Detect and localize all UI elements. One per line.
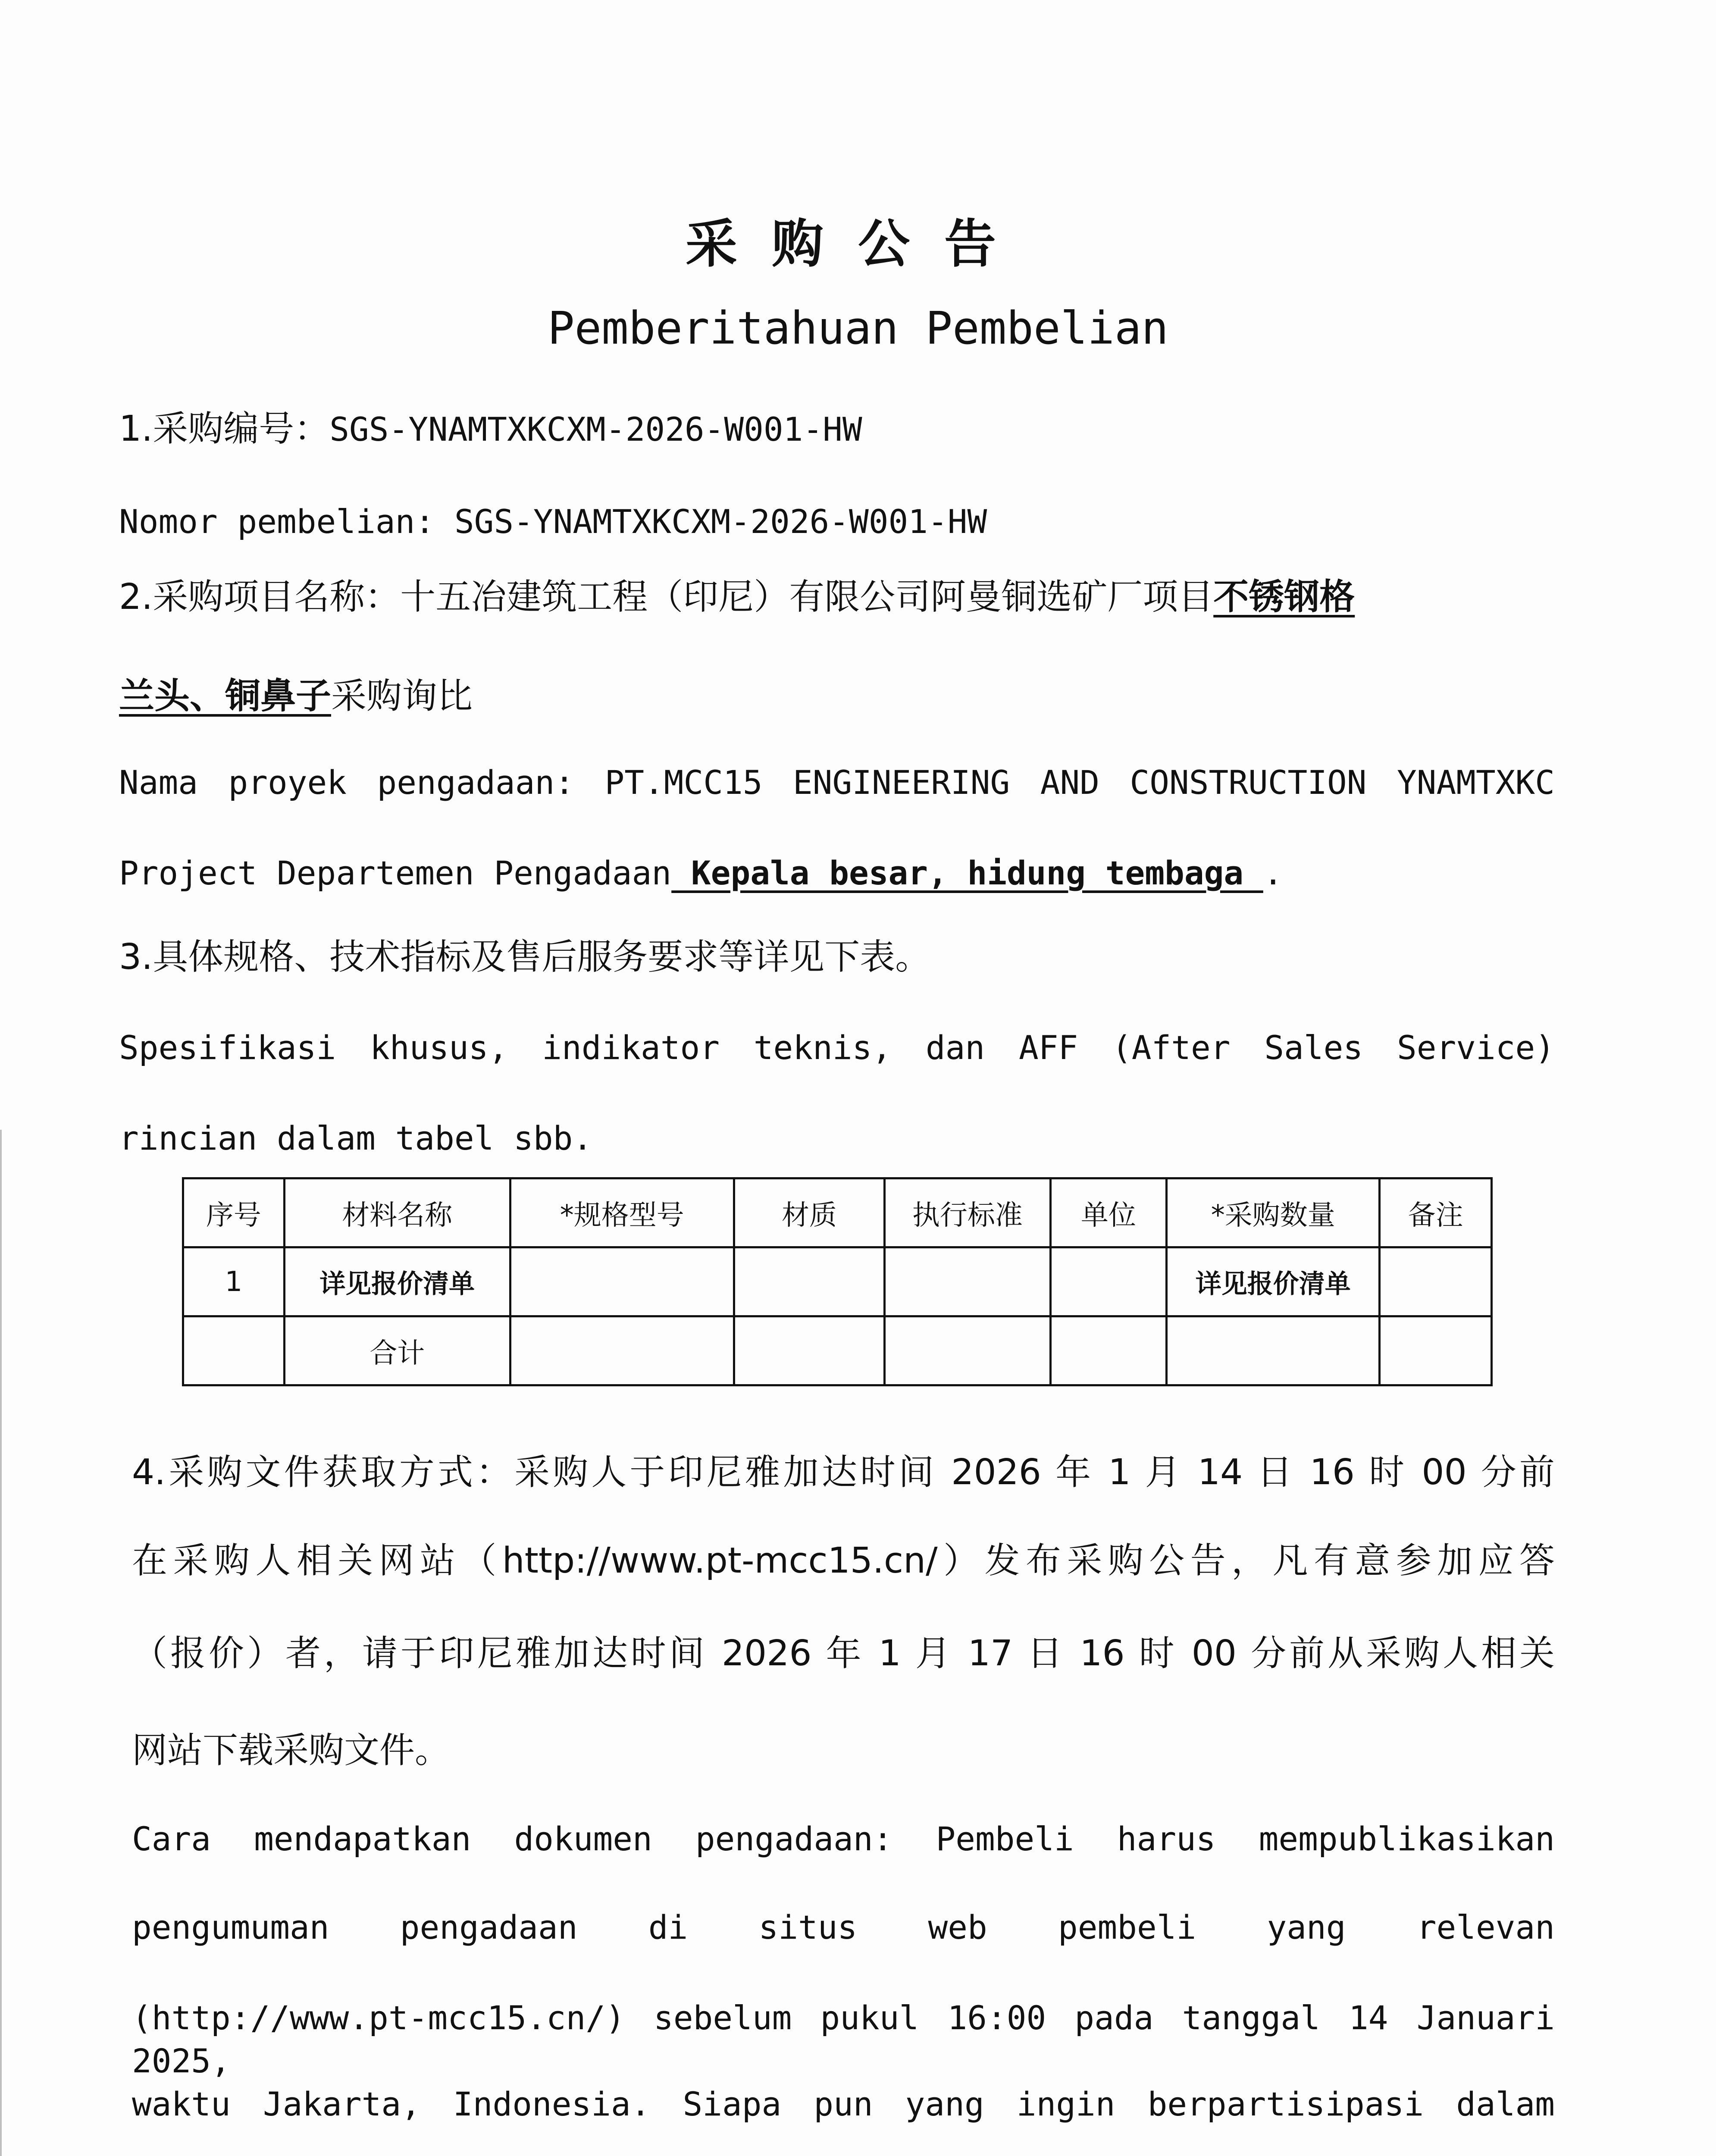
section2-cn-underline1: 不锈钢格 [1213, 577, 1355, 617]
section3-cn: 3.具体规格、技术指标及售后服务要求等详见下表。 [119, 937, 931, 978]
table-header: 备注 [1380, 1178, 1492, 1247]
section4-cn-line2: 在采购人相关网站（http://www.pt-mcc15.cn/）发布采购公告，凡有意参加应答 [132, 1540, 1555, 1581]
section4-cn-line4: 网站下载采购文件。 [132, 1730, 451, 1771]
table-cell: 1 [183, 1247, 285, 1316]
table-header: 单位 [1050, 1178, 1167, 1247]
section1-cn-label: 1.采购编号： [119, 408, 330, 449]
section3-id-line1: Spesifikasi khusus, indikator teknis, dan AFF (After Sales Service) [119, 1028, 1555, 1067]
table-header: *规格型号 [510, 1178, 734, 1247]
section2-cn-underline2: 兰头、铜鼻子 [119, 676, 332, 717]
section1-id [119, 500, 1555, 543]
section2-cn-prefix: 2.采购项目名称：十五冶建筑工程（印尼）有限公司阿曼铜选矿厂项目 [119, 577, 1214, 617]
table-cell [885, 1247, 1050, 1316]
scan-edge [0, 1130, 2, 2156]
section2-id-prefix: Project Departemen Pengadaan [119, 854, 672, 892]
table-cell [734, 1316, 884, 1385]
table-cell [1050, 1316, 1167, 1385]
section1-code: SGS-YNAMTXKCXM-2026-W001-HW [329, 410, 862, 448]
table-cell [1380, 1316, 1492, 1385]
table-row [183, 1247, 1492, 1316]
section2-cn-suffix: 采购询比 [331, 676, 473, 717]
table-header: *采购数量 [1167, 1178, 1380, 1247]
table-row [183, 1316, 1492, 1385]
table-cell [1167, 1316, 1380, 1385]
section4-id-line4: waktu Jakarta, Indonesia. Siapa pun yang ingin berpartisipasi dalam [132, 2085, 1555, 2123]
section4-id-line3: (http://www.pt-mcc15.cn/) sebelum pukul 16:00 pada tanggal 14 Januari 2025, [132, 1999, 1555, 2080]
table-header: 序号 [183, 1178, 285, 1247]
table-header-row [183, 1178, 1492, 1247]
table-cell: 详见报价清单 [1167, 1247, 1380, 1316]
section2-id-underline: Kepala besar, hidung tembaga [671, 854, 1263, 892]
section3-id-line2: rincian dalam tabel sbb. [119, 1119, 593, 1157]
table-cell [1380, 1247, 1492, 1316]
section2-id-suffix: . [1263, 854, 1283, 892]
section2-cn-line2 [119, 675, 1555, 718]
section1-id-label: Nomor pembelian: [119, 502, 454, 541]
section2-id-line2 [119, 852, 1555, 895]
table-header: 执行标准 [885, 1178, 1050, 1247]
title-indonesian: Pemberitahuan Pembelian [547, 302, 1169, 354]
section1-id-code: SGS-YNAMTXKCXM-2026-W001-HW [454, 502, 987, 541]
section4-id-line2: pengumuman pengadaan di situs web pembeli yang relevan [132, 1908, 1555, 1946]
section4-cn-line3: （报价）者，请于印尼雅加达时间 2026 年 1 月 17 日 16 时 00 分前从采购人相关 [132, 1633, 1555, 1674]
section2-cn-line1 [119, 576, 1555, 619]
table-cell [510, 1316, 734, 1385]
table-cell [1050, 1247, 1167, 1316]
spec-table [182, 1177, 1493, 1386]
table-cell [885, 1316, 1050, 1385]
section4-id-line1: Cara mendapatkan dokumen pengadaan: Pembeli harus mempublikasikan [132, 1820, 1555, 1858]
title-chinese: 采购公告 [686, 214, 1030, 274]
table-cell [183, 1316, 285, 1385]
table-cell: 合计 [284, 1316, 510, 1385]
section1-cn [119, 407, 1555, 451]
table-header: 材质 [734, 1178, 884, 1247]
section4-cn-line1: 4.采购文件获取方式：采购人于印尼雅加达时间 2026 年 1 月 14 日 16 时 00 分前 [132, 1452, 1555, 1493]
section2-id-line1: Nama proyek pengadaan: PT.MCC15 ENGINEERING AND CONSTRUCTION YNAMTXKC [119, 763, 1555, 802]
table-cell [510, 1247, 734, 1316]
table-cell [734, 1247, 884, 1316]
table-header: 材料名称 [284, 1178, 510, 1247]
table-cell: 详见报价清单 [284, 1247, 510, 1316]
